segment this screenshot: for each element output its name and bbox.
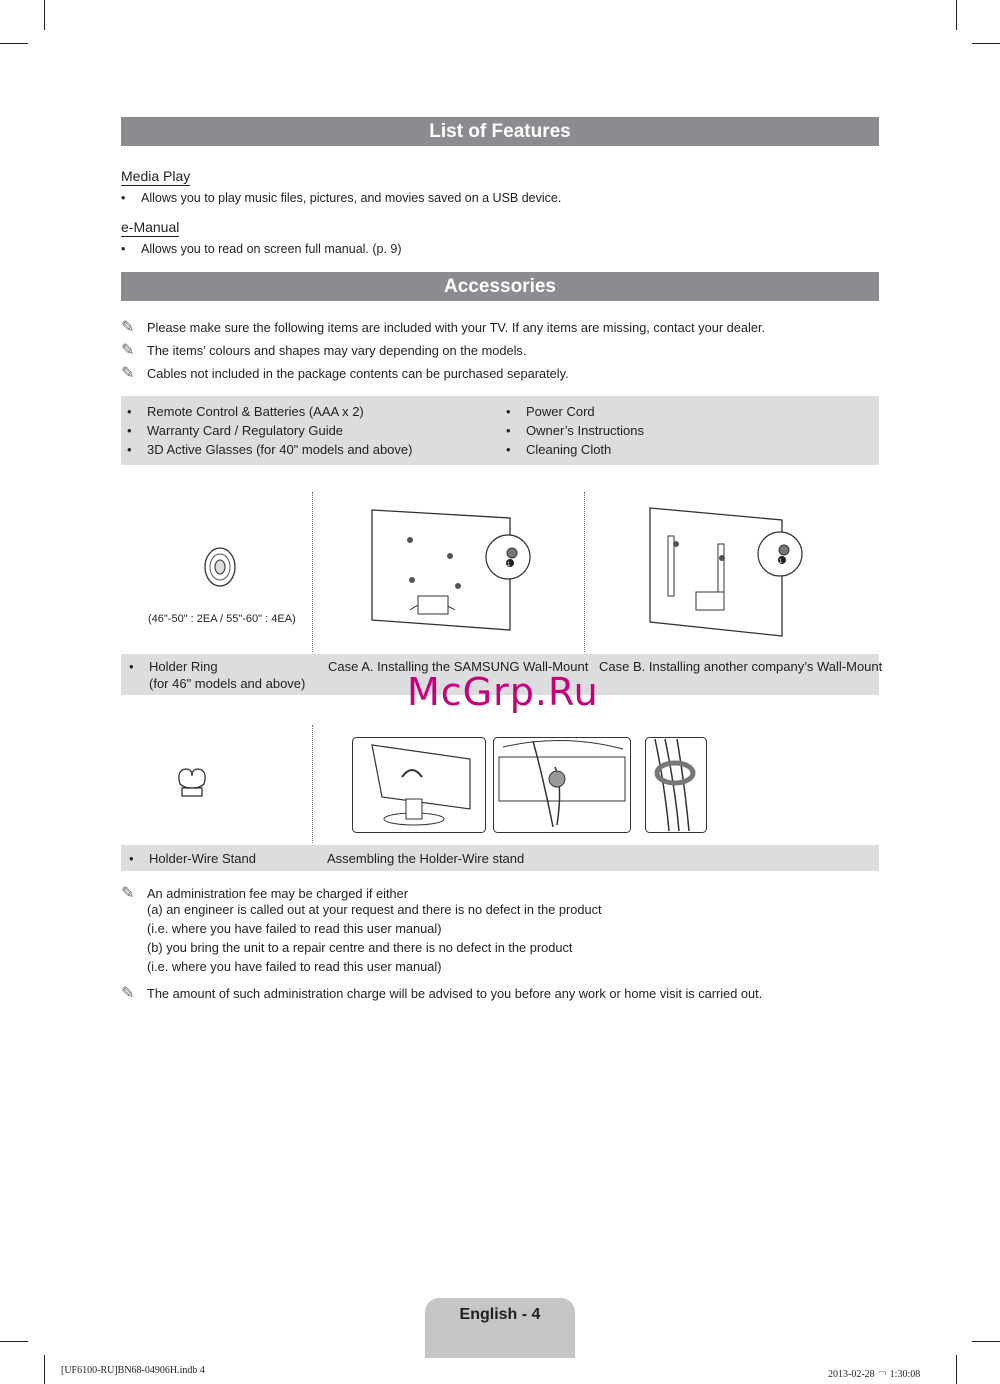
case-a-wall-mount-illustration: [360, 500, 540, 640]
case-b-label: Case B. Installing another company’s Wall-Mount: [599, 659, 883, 674]
pencil-note-icon: ✎: [121, 342, 135, 359]
case-a-label: Case A. Installing the SAMSUNG Wall-Mount: [328, 659, 589, 674]
pencil-note-icon: ✎: [121, 319, 135, 336]
note: ✎ The items’ colours and shapes may vary depending on the models.: [121, 342, 527, 359]
feature-desc: • Allows you to read on screen full manual. (p. 9): [121, 242, 402, 256]
crop-mark: [972, 1341, 1000, 1342]
list-item: • Owner’s Instructions: [506, 423, 645, 438]
list-item: • Remote Control & Batteries (AAA x 2): [127, 404, 364, 419]
assembly-step-1-illustration: [352, 737, 486, 833]
assembly-step-2-illustration: [493, 737, 631, 833]
accessories-header: Accessories: [121, 272, 879, 301]
divider: [584, 492, 585, 652]
watermark: McGrp.Ru: [407, 670, 599, 714]
note-line: (i.e. where you have failed to read this user manual): [147, 921, 442, 936]
case-b-wall-mount-illustration: [640, 500, 820, 640]
callout-number: 1: [507, 562, 511, 568]
pencil-note-icon: ✎: [121, 985, 135, 1002]
divider: [312, 725, 313, 843]
list-item: • 3D Active Glasses (for 40" models and above): [127, 442, 413, 457]
crop-mark: [44, 0, 45, 30]
list-item: • Power Cord: [506, 404, 595, 419]
note: ✎ The amount of such administration charge will be advised to you before any work or home visit is carried out.: [121, 985, 763, 1002]
feature-title-media-play: Media Play: [121, 168, 191, 184]
note-line: (a) an engineer is called out at your request and there is no defect in the product: [147, 902, 602, 917]
page-number: English - 4: [459, 1306, 541, 1323]
feature-title-e-manual: e-Manual: [121, 219, 180, 235]
holder-ring-note: (for 46" models and above): [149, 676, 306, 691]
pencil-note-icon: ✎: [121, 885, 135, 902]
list-item: • Warranty Card / Regulatory Guide: [127, 423, 344, 438]
note: ✎ An administration fee may be charged if either: [121, 885, 409, 902]
note-line: (i.e. where you have failed to read this user manual): [147, 959, 442, 974]
feature-desc: • Allows you to play music files, pictures, and movies saved on a USB device.: [121, 191, 562, 205]
ring-spec: (46"-50" : 2EA / 55"-60" : 4EA): [148, 613, 296, 625]
features-header: List of Features: [121, 117, 879, 146]
assembly-step-3-illustration: [645, 737, 707, 833]
holder-wire-stand-illustration: [172, 764, 212, 800]
crop-mark: [956, 0, 957, 30]
print-slug-right: 2013-02-28 ￢ 1:30:08: [828, 1369, 921, 1380]
crop-mark: [0, 1341, 28, 1342]
crop-mark: [0, 43, 28, 44]
note-line: (b) you bring the unit to a repair centre and there is no defect in the product: [147, 940, 573, 955]
print-slug-left: [UF6100-RU]BN68-04906H.indb 4: [61, 1365, 205, 1376]
crop-mark: [44, 1355, 45, 1384]
holder-wire-label: • Holder-Wire Stand: [129, 851, 256, 866]
divider: [312, 492, 313, 652]
note: ✎ Cables not included in the package contents can be purchased separately.: [121, 365, 569, 382]
callout-number: 1: [779, 559, 783, 565]
holder-ring-illustration: [200, 545, 240, 589]
list-item: • Cleaning Cloth: [506, 442, 612, 457]
note: ✎ Please make sure the following items are included with your TV. If any items are missing, contact your dealer.: [121, 319, 766, 336]
holder-ring-label: • Holder Ring: [129, 659, 218, 674]
crop-mark: [956, 1355, 957, 1384]
pencil-note-icon: ✎: [121, 365, 135, 382]
assembling-label: Assembling the Holder-Wire stand: [327, 851, 525, 866]
crop-mark: [972, 43, 1000, 44]
